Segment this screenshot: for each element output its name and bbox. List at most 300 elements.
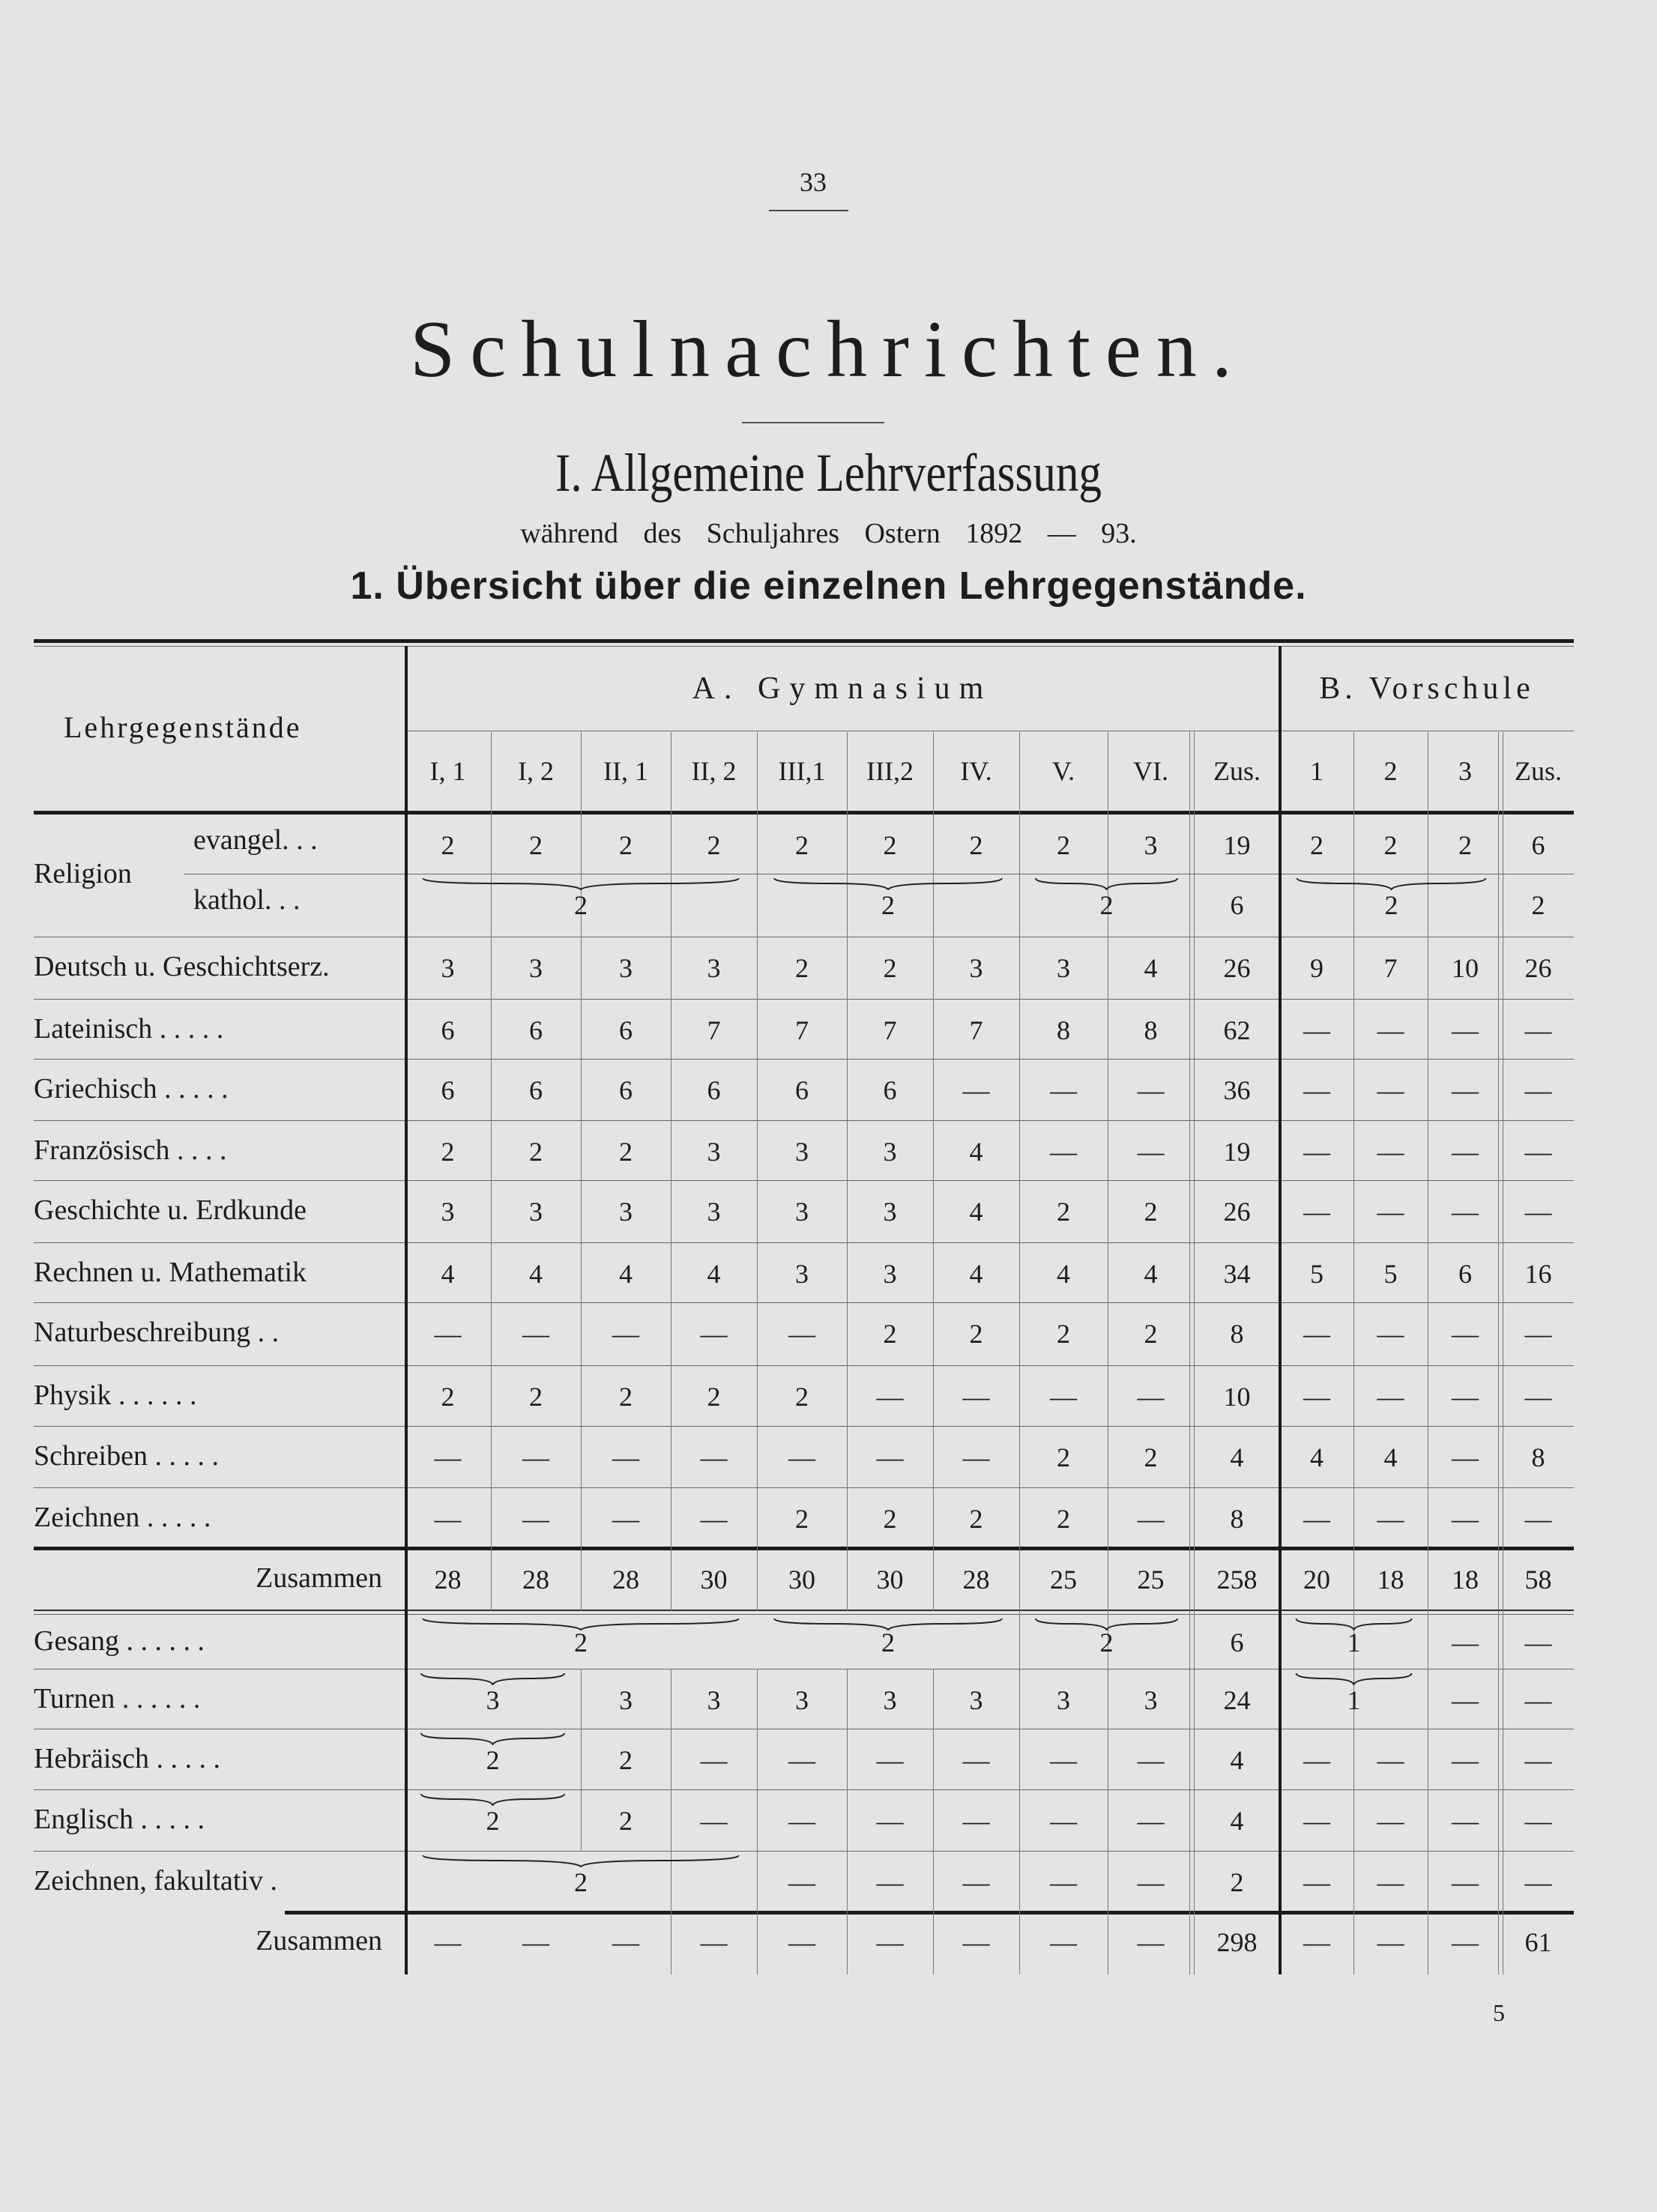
table-cell: — — [1452, 1382, 1479, 1412]
table-cell: 2 — [969, 830, 983, 860]
row-label: Naturbeschreibung . . — [34, 1317, 280, 1348]
table-cell: — — [1137, 1867, 1165, 1897]
table-cell: — — [1377, 1806, 1404, 1836]
table-cell: 4 — [969, 1137, 983, 1167]
table-cell: 2 — [441, 1137, 455, 1167]
table-cell: 3 — [529, 953, 543, 983]
table-cell: 8 — [1230, 1504, 1244, 1534]
table-cell: — — [1452, 1745, 1479, 1775]
table-cell: — — [962, 1382, 990, 1412]
table-cell: 7 — [707, 1015, 721, 1045]
table-cell: — — [700, 1745, 728, 1775]
table-cell: — — [700, 1442, 728, 1472]
table-cell: — — [1524, 1319, 1552, 1349]
column-group-vorschule: B. Vorschule — [1319, 671, 1535, 706]
table-cell: 7 — [1383, 953, 1398, 983]
table-cell: 3 — [795, 1197, 809, 1227]
table-cell: — — [1524, 1806, 1552, 1836]
table-cell: — — [788, 1867, 815, 1897]
table-cell: — — [1452, 1927, 1479, 1957]
table-cell: 2 — [1144, 1442, 1158, 1472]
row-label: Englisch . . . . . — [34, 1804, 205, 1835]
row-label: Griechisch . . . . . — [34, 1073, 229, 1105]
table-cell: 3 — [619, 1197, 633, 1227]
table-cell: 2 — [619, 830, 633, 860]
row-label: Deutsch u. Geschichtserz. — [34, 951, 330, 982]
table-cell: 10 — [1452, 953, 1479, 983]
table-cell: 19 — [1223, 830, 1251, 860]
table-cell: — — [1303, 1504, 1330, 1534]
table-cell: 2 — [1099, 890, 1114, 920]
group-brace — [420, 1854, 742, 1867]
table-cell: 2 — [1230, 1867, 1244, 1897]
table-cell: — — [1050, 1806, 1077, 1836]
table-cell: — — [1452, 1319, 1479, 1349]
table-cell: 3 — [1144, 1685, 1158, 1715]
table-cell: 3 — [1144, 830, 1158, 860]
table-cell: — — [1303, 1075, 1330, 1105]
row-label: Rechnen u. Mathematik — [34, 1257, 307, 1288]
row-label: Physik . . . . . . — [34, 1380, 197, 1411]
table-cell: 8 — [1230, 1319, 1244, 1349]
table-cell: — — [876, 1745, 904, 1775]
table-cell: 2 — [883, 830, 897, 860]
table-cell: 58 — [1524, 1565, 1552, 1595]
table-cell: 2 — [1531, 890, 1545, 920]
table-cell: 2 — [795, 830, 809, 860]
table-cell: 2 — [883, 1504, 897, 1534]
table-cell: — — [1452, 1867, 1479, 1897]
table-cell: — — [1452, 1806, 1479, 1836]
table-cell: — — [434, 1504, 462, 1534]
table-cell: 2 — [881, 1628, 895, 1658]
table-cell: 2 — [574, 890, 588, 920]
table-cell: 6 — [1531, 830, 1545, 860]
table-cell: — — [1050, 1745, 1077, 1775]
table-heading: 1. Übersicht über die einzelnen Lehrgegenstände. — [350, 564, 1307, 608]
table-cell: — — [1050, 1927, 1077, 1957]
table-cell: — — [1377, 1319, 1404, 1349]
table-cell: — — [1377, 1197, 1404, 1227]
table-cell: — — [1452, 1442, 1479, 1472]
table-cell: 2 — [707, 1382, 721, 1412]
table-cell: 2 — [795, 1504, 809, 1534]
table-cell: — — [700, 1806, 728, 1836]
table-cell: 7 — [883, 1015, 897, 1045]
table-cell: 258 — [1216, 1565, 1258, 1595]
page-title: Schulnachrichten. — [410, 305, 1247, 394]
row-label: Hebräisch . . . . . — [34, 1743, 221, 1774]
table-cell: — — [700, 1319, 728, 1349]
table-cell: 3 — [707, 1197, 721, 1227]
table-cell: 19 — [1223, 1137, 1251, 1167]
table-cell: 36 — [1223, 1075, 1251, 1105]
table-cell: 2 — [1144, 1319, 1158, 1349]
table-cell: 4 — [1383, 1442, 1398, 1472]
table-cell: 26 — [1524, 953, 1552, 983]
column-header: IV. — [960, 756, 992, 786]
table-cell: — — [1137, 1075, 1165, 1105]
table-cell: — — [1303, 1015, 1330, 1045]
table-cell: — — [612, 1504, 639, 1534]
table-cell: — — [876, 1442, 904, 1472]
column-group-gymnasium: A. Gymnasium — [692, 671, 993, 706]
table-cell: 2 — [619, 1806, 633, 1836]
table-cell: — — [788, 1806, 815, 1836]
table-cell: — — [434, 1927, 462, 1957]
group-brace — [772, 1617, 1004, 1631]
table-cell: 2 — [574, 1867, 588, 1897]
table-cell: 30 — [788, 1565, 815, 1595]
table-cell: — — [1303, 1927, 1330, 1957]
table-cell: — — [1452, 1137, 1479, 1167]
table-cell: — — [1303, 1319, 1330, 1349]
table-cell: 6 — [1458, 1259, 1472, 1289]
column-header: 2 — [1383, 756, 1398, 786]
row-rule — [34, 1365, 1574, 1366]
table-cell: 2 — [619, 1137, 633, 1167]
table-cell: 6 — [619, 1015, 633, 1045]
table-cell: — — [1452, 1075, 1479, 1105]
table-cell: 6 — [441, 1075, 455, 1105]
table-cell: 3 — [795, 1137, 809, 1167]
table-cell: 30 — [700, 1565, 728, 1595]
table-cell: 3 — [486, 1685, 500, 1715]
header-column-rule — [1353, 732, 1354, 811]
table-cell: 5 — [1383, 1259, 1398, 1289]
table-cell: 3 — [707, 1685, 721, 1715]
column-header: 1 — [1310, 756, 1324, 786]
table-cell: 18 — [1452, 1565, 1479, 1595]
table-cell: — — [962, 1867, 990, 1897]
table-cell: 2 — [619, 1382, 633, 1412]
table-cell: 9 — [1310, 953, 1324, 983]
table-cell: — — [1524, 1015, 1552, 1045]
table-top-rule — [34, 639, 1574, 643]
table-cell: — — [1137, 1745, 1165, 1775]
table-cell: — — [1452, 1628, 1479, 1658]
table-cell: 4 — [441, 1259, 455, 1289]
table-cell: 4 — [1230, 1806, 1244, 1836]
table-cell: — — [1524, 1685, 1552, 1715]
sum-double-rule — [1189, 732, 1190, 811]
table-cell: 4 — [619, 1259, 633, 1289]
row-label-total: Zusammen — [256, 1925, 382, 1956]
table-cell: 3 — [1057, 1685, 1070, 1715]
table-cell: 28 — [434, 1565, 462, 1595]
table-cell: 2 — [1099, 1628, 1114, 1658]
gymnasium-left-rule — [405, 646, 408, 811]
table-cell: — — [962, 1075, 990, 1105]
table-cell: 62 — [1223, 1015, 1251, 1045]
column-header-subject: Lehrgegenstände — [64, 710, 302, 744]
table-cell: 6 — [795, 1075, 809, 1105]
table-cell: 25 — [1050, 1565, 1077, 1595]
table-cell: — — [788, 1442, 815, 1472]
table-cell: — — [1303, 1382, 1330, 1412]
table-cell: 2 — [969, 1319, 983, 1349]
table-cell: — — [1303, 1137, 1330, 1167]
table-cell: — — [700, 1504, 728, 1534]
table-cell: 1 — [1347, 1685, 1361, 1715]
table-cell: 3 — [441, 953, 455, 983]
table-cell: 3 — [883, 1197, 897, 1227]
row-label: Zeichnen, fakultativ . — [34, 1865, 277, 1897]
table-cell: 3 — [883, 1137, 897, 1167]
table-cell: — — [1377, 1075, 1404, 1105]
group-brace — [1295, 877, 1488, 890]
table-cell: — — [962, 1745, 990, 1775]
column-header: 3 — [1458, 756, 1472, 786]
page-number: 33 — [800, 167, 827, 197]
table-cell: 2 — [795, 953, 809, 983]
table-cell: — — [1303, 1197, 1330, 1227]
group-brace — [420, 877, 742, 890]
table-cell: 8 — [1531, 1442, 1545, 1472]
row-rule — [34, 1487, 1574, 1488]
table-cell: 2 — [795, 1382, 809, 1412]
table-cell: 2 — [441, 830, 455, 860]
sum-double-rule — [1498, 732, 1499, 811]
table-cell: 2 — [1057, 1442, 1070, 1472]
table-cell: 3 — [883, 1685, 897, 1715]
table-cell: 8 — [1144, 1015, 1158, 1045]
table-cell: — — [1303, 1806, 1330, 1836]
table-cell: — — [1137, 1137, 1165, 1167]
table-cell: 2 — [574, 1628, 588, 1658]
table-cell: — — [1377, 1504, 1404, 1534]
table-cell: — — [962, 1927, 990, 1957]
row-label: Französisch . . . . — [34, 1134, 227, 1166]
header-column-rule — [581, 732, 582, 811]
table-cell: 6 — [529, 1075, 543, 1105]
table-cell: — — [1524, 1382, 1552, 1412]
table-cell: 4 — [1057, 1259, 1070, 1289]
row-sublabel: evangel. . . — [193, 824, 318, 856]
group-brace — [1034, 1617, 1179, 1631]
table-cell: 298 — [1216, 1927, 1258, 1957]
table-cell: — — [1524, 1745, 1552, 1775]
row-label: Lateinisch . . . . . — [34, 1013, 224, 1045]
table-cell: — — [1524, 1197, 1552, 1227]
table-cell: 2 — [619, 1745, 633, 1775]
table-cell: — — [1452, 1197, 1479, 1227]
table-cell: 30 — [876, 1565, 904, 1595]
table-cell: — — [1050, 1867, 1077, 1897]
table-cell: 3 — [619, 1685, 633, 1715]
table-cell: 2 — [1057, 1319, 1070, 1349]
table-cell: — — [962, 1442, 990, 1472]
table-cell: 3 — [441, 1197, 455, 1227]
table-cell: 6 — [619, 1075, 633, 1105]
table-cell: 3 — [969, 1685, 983, 1715]
column-header: III,2 — [866, 756, 914, 786]
table-cell: 6 — [1230, 1628, 1244, 1658]
table-cell: — — [876, 1806, 904, 1836]
header-column-rule — [1019, 732, 1020, 811]
table-cell: 8 — [1057, 1015, 1070, 1045]
column-header: III,1 — [778, 756, 826, 786]
group-brace — [420, 1672, 566, 1685]
table-cell: — — [1303, 1867, 1330, 1897]
column-header: V. — [1051, 756, 1075, 786]
table-cell: 2 — [883, 953, 897, 983]
column-header: II, 1 — [603, 756, 648, 786]
column-header: Zus. — [1515, 756, 1562, 786]
table-cell: — — [1377, 1137, 1404, 1167]
table-cell: 3 — [795, 1259, 809, 1289]
row-label: Zeichnen . . . . . — [34, 1502, 211, 1533]
table-cell: 18 — [1377, 1565, 1404, 1595]
table-cell: 2 — [529, 830, 543, 860]
table-cell: — — [1137, 1927, 1165, 1957]
table-cell: — — [788, 1745, 815, 1775]
table-cell: — — [1377, 1382, 1404, 1412]
table-cell: 2 — [1057, 1504, 1070, 1534]
table-cell: 2 — [883, 1319, 897, 1349]
table-cell: — — [876, 1927, 904, 1957]
table-cell: 2 — [441, 1382, 455, 1412]
table-cell: 5 — [1310, 1259, 1324, 1289]
table-cell: — — [1524, 1075, 1552, 1105]
table-cell: — — [1137, 1504, 1165, 1534]
table-cell: 28 — [522, 1565, 549, 1595]
row-label: Geschichte u. Erdkunde — [34, 1194, 307, 1226]
table-cell: 26 — [1223, 953, 1251, 983]
row-rule — [34, 999, 1574, 1000]
table-cell: 7 — [969, 1015, 983, 1045]
row-label: Gesang . . . . . . — [34, 1625, 205, 1657]
table-cell: — — [1524, 1137, 1552, 1167]
table-cell: 4 — [1230, 1442, 1244, 1472]
table-cell: 4 — [1144, 953, 1158, 983]
column-header: I, 1 — [429, 756, 466, 786]
table-cell: — — [1377, 1745, 1404, 1775]
table-cell: — — [522, 1442, 549, 1472]
row-label-total: Zusammen — [256, 1562, 382, 1594]
table-cell: 61 — [1524, 1927, 1552, 1957]
table-cell: — — [788, 1927, 815, 1957]
table-cell: — — [522, 1504, 549, 1534]
row-rule — [34, 1120, 1574, 1121]
table-cell: — — [1137, 1806, 1165, 1836]
table-cell: 3 — [795, 1685, 809, 1715]
table-cell: 4 — [529, 1259, 543, 1289]
table-cell: 2 — [529, 1382, 543, 1412]
table-cell: 3 — [619, 953, 633, 983]
row-sublabel: kathol. . . — [193, 884, 301, 916]
table-cell: 2 — [486, 1806, 500, 1836]
subtotal-bottom-rule — [34, 1610, 1574, 1611]
table-cell: 2 — [969, 1504, 983, 1534]
table-cell: — — [1452, 1685, 1479, 1715]
table-cell: — — [522, 1927, 549, 1957]
table-cell: — — [1137, 1382, 1165, 1412]
group-brace — [1295, 1617, 1413, 1631]
table-cell: — — [1377, 1015, 1404, 1045]
table-cell: 16 — [1524, 1259, 1552, 1289]
table-cell: 6 — [883, 1075, 897, 1105]
table-cell: 3 — [969, 953, 983, 983]
table-cell: 6 — [1230, 890, 1244, 920]
table-cell: 3 — [883, 1259, 897, 1289]
column-header: VI. — [1133, 756, 1168, 786]
header-column-rule — [491, 732, 492, 811]
table-cell: — — [612, 1319, 639, 1349]
table-cell: 34 — [1223, 1259, 1251, 1289]
header-column-rule — [933, 732, 934, 811]
table-cell: 6 — [529, 1015, 543, 1045]
table-cell: — — [1524, 1628, 1552, 1658]
table-cell: — — [434, 1319, 462, 1349]
row-label: Schreiben . . . . . — [34, 1440, 219, 1472]
vorschule-left-rule — [1279, 646, 1282, 811]
table-cell: 3 — [529, 1197, 543, 1227]
table-cell: — — [612, 1927, 639, 1957]
table-cell: — — [1377, 1927, 1404, 1957]
table-cell: 2 — [1384, 890, 1398, 920]
table-cell: 3 — [707, 1137, 721, 1167]
table-cell: 25 — [1137, 1565, 1165, 1595]
row-label: Turnen . . . . . . — [34, 1683, 201, 1714]
table-cell: — — [1050, 1075, 1077, 1105]
table-cell: 1 — [1347, 1628, 1361, 1658]
group-brace — [772, 877, 1004, 890]
footer-number: 5 — [1493, 1999, 1505, 2026]
table-cell: 24 — [1223, 1685, 1251, 1715]
table-cell: 2 — [486, 1745, 500, 1775]
table-cell: — — [434, 1442, 462, 1472]
table-cell: 2 — [707, 830, 721, 860]
header-column-rule — [1194, 732, 1195, 811]
table-cell: — — [876, 1382, 904, 1412]
table-cell: 28 — [962, 1565, 990, 1595]
group-brace — [420, 1732, 566, 1745]
table-cell: 6 — [441, 1015, 455, 1045]
table-cell: — — [1452, 1015, 1479, 1045]
table-cell: — — [1524, 1867, 1552, 1897]
table-top-rule-inner — [34, 646, 1574, 647]
table-cell: 10 — [1223, 1382, 1251, 1412]
header-column-rule — [757, 732, 758, 811]
table-cell: — — [522, 1319, 549, 1349]
table-cell: 2 — [881, 890, 895, 920]
table-cell: 3 — [707, 953, 721, 983]
table-cell: 2 — [1383, 830, 1398, 860]
header-column-rule — [847, 732, 848, 811]
column-header: Zus. — [1213, 756, 1261, 786]
table-cell: 4 — [707, 1259, 721, 1289]
table-cell: 4 — [969, 1197, 983, 1227]
table-cell: 28 — [612, 1565, 639, 1595]
table-cell: — — [876, 1867, 904, 1897]
column-header: II, 2 — [691, 756, 737, 786]
table-cell: — — [962, 1806, 990, 1836]
table-cell: 6 — [707, 1075, 721, 1105]
table-cell: — — [1050, 1137, 1077, 1167]
group-brace — [1295, 1672, 1413, 1685]
table-cell: — — [1524, 1504, 1552, 1534]
table-cell: 3 — [1057, 953, 1070, 983]
table-cell: 4 — [1310, 1442, 1324, 1472]
table-cell: 2 — [529, 1137, 543, 1167]
table-cell: 4 — [1144, 1259, 1158, 1289]
row-label: Religion — [34, 858, 132, 889]
table-cell: — — [1377, 1867, 1404, 1897]
table-cell: — — [700, 1927, 728, 1957]
table-cell: 2 — [1144, 1197, 1158, 1227]
table-cell: 7 — [795, 1015, 809, 1045]
